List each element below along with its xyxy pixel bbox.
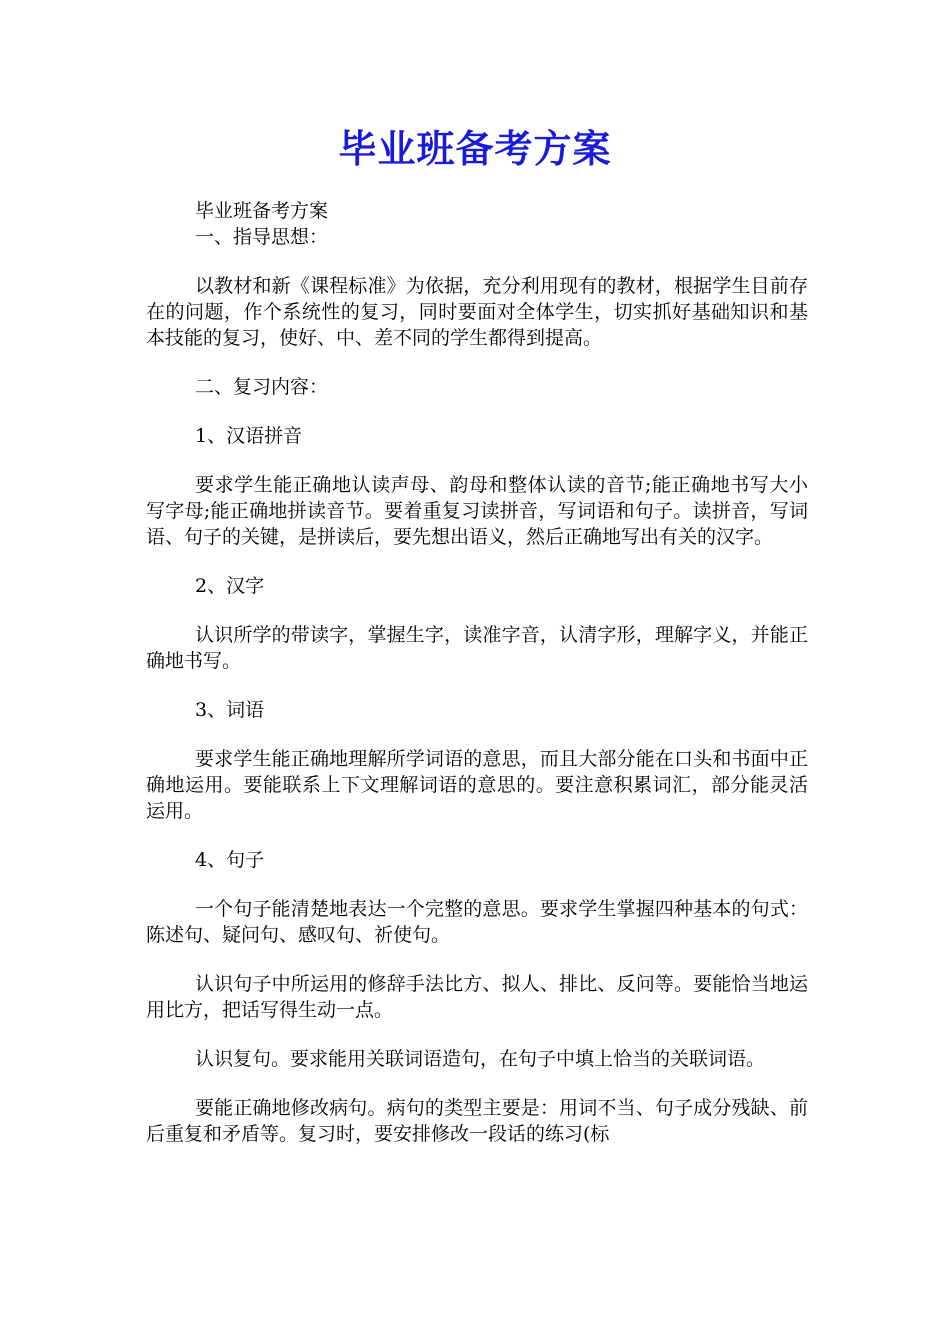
paragraph-guiding-thought: 以教材和新《课程标准》为依据，充分利用现有的教材，根据学生目前存在的问题，作个系统性的复习，同时要面对全体学生，切实抓好基础知识和基本技能的复习，使好、中、差不同的学生都得到提高。 xyxy=(146,275,808,349)
subheading-words: 3、词语 xyxy=(195,699,265,721)
paragraph-characters: 认识所学的带读字，掌握生字，读准字音，认清字形，理解字义，并能正确地书写。 xyxy=(146,624,808,672)
paragraph-spacer xyxy=(146,948,808,971)
paragraph-subtitle: 毕业班备考方案 xyxy=(195,200,329,222)
document-title: 毕业班备考方案 xyxy=(338,126,612,171)
paragraph-spacer xyxy=(146,250,808,273)
paragraph-spacer xyxy=(146,674,808,697)
paragraph-spacer xyxy=(146,449,808,472)
paragraph-spacer xyxy=(146,1023,808,1046)
section-heading-guiding-thought: 一、指导思想： xyxy=(195,226,329,248)
subheading-sentences: 4、句子 xyxy=(195,849,265,871)
paragraph-spacer xyxy=(146,873,808,896)
section-heading-review-content: 二、复习内容： xyxy=(195,376,329,398)
paragraph-spacer xyxy=(146,599,808,622)
paragraph-sentence-correction: 要能正确地修改病句。病句的类型主要是：用词不当、句子成分残缺、前后重复和矛盾等。复习时，要安排修改一段话的练习(标 xyxy=(146,1097,808,1145)
subheading-pinyin: 1、汉语拼音 xyxy=(195,425,303,447)
paragraph-spacer xyxy=(146,351,808,374)
document-body xyxy=(146,198,808,1147)
paragraph-spacer xyxy=(146,1072,808,1095)
paragraph-words: 要求学生能正确地理解所学词语的意思，而且大部分能在口头和书面中正确地运用。要能联系上下文理解词语的意思的。要注意积累词汇，部分能灵活运用。 xyxy=(146,748,808,822)
paragraph-pinyin: 要求学生能正确地认读声母、韵母和整体认读的音节;能正确地书写大小写字母;能正确地拼读音节。要着重复习读拼音，写词语和句子。读拼音，写词语、句子的关键，是拼读后，要先想出语义，然后正确地写出有关的汉字。 xyxy=(146,474,808,548)
subheading-characters: 2、汉字 xyxy=(195,575,265,597)
paragraph-spacer xyxy=(146,400,808,423)
paragraph-complex-sentences: 认识复句。要求能用关联词语造句，在句子中填上恰当的关联词语。 xyxy=(195,1048,766,1070)
paragraph-rhetoric: 认识句子中所运用的修辞手法比方、拟人、排比、反问等。要能恰当地运用比方，把话写得生动一点。 xyxy=(146,973,808,1021)
paragraph-sentence-types: 一个句子能清楚地表达一个完整的意思。要求学生掌握四种基本的句式：陈述句、疑问句、感叹句、祈使句。 xyxy=(146,898,808,946)
paragraph-spacer xyxy=(146,824,808,847)
paragraph-spacer xyxy=(146,550,808,573)
paragraph-spacer xyxy=(146,723,808,746)
